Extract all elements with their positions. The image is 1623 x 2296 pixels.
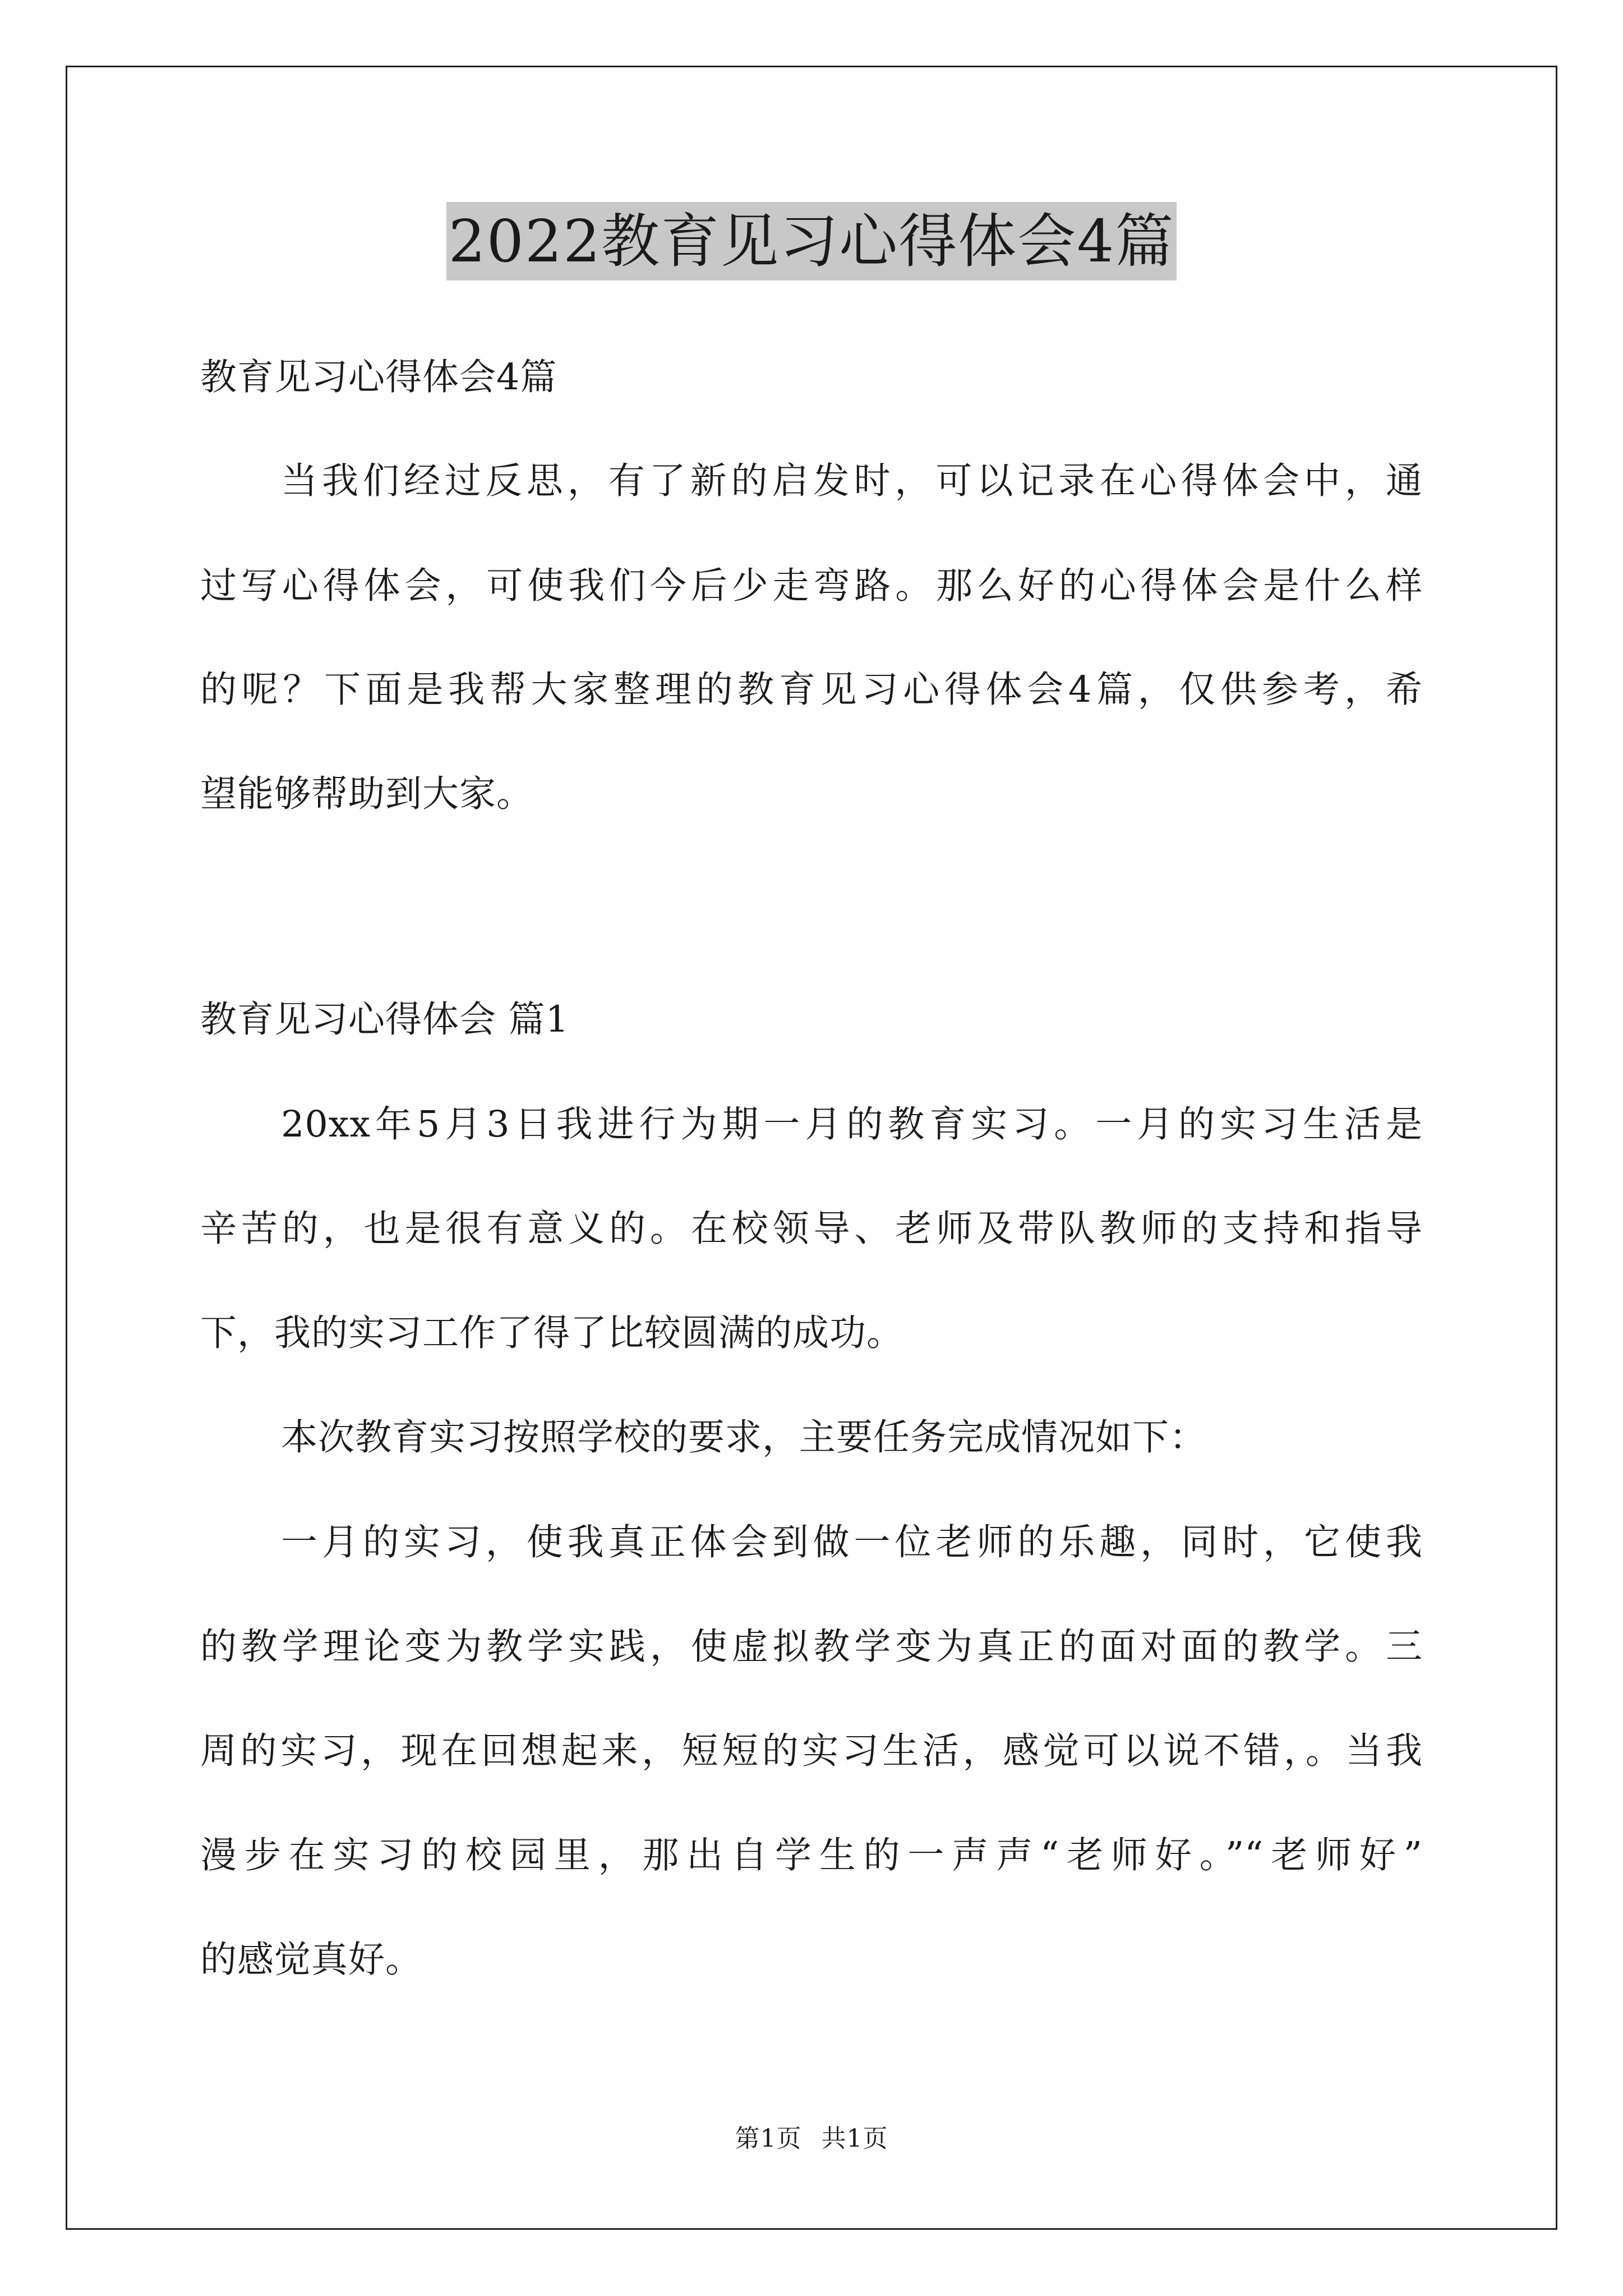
section-heading: 教育见习心得体会 篇1 (200, 999, 570, 1041)
page-total: 共1页 (821, 2124, 888, 2153)
paragraph-line: 的感觉真好。 (200, 1939, 423, 1981)
paragraph-line: 辛苦的，也是很有意义的。在校领导、老师及带队教师的支持和指导 (200, 1208, 1423, 1250)
intro-line: 过写心得体会，可使我们今后少走弯路。那么好的心得体会是什么样 (200, 565, 1423, 607)
title-container (0, 202, 1623, 280)
intro-line: 望能够帮助到大家。 (200, 773, 534, 815)
page-footer (0, 2123, 1623, 2155)
page-number: 第1页 (735, 2124, 802, 2153)
paragraph-line: 周的实习，现在回想起来，短短的实习生活，感觉可以说不错，。当我 (200, 1730, 1423, 1772)
paragraph-line: 一月的实习，使我真正体会到做一位老师的乐趣，同时，它使我 (281, 1521, 1423, 1563)
paragraph-line: 20xx年5月3日我进行为期一月的教育实习。一月的实习生活是 (281, 1103, 1423, 1145)
paragraph-line: 下，我的实习工作了得了比较圆满的成功。 (200, 1312, 904, 1354)
document-title: 2022教育见习心得体会4篇 (446, 202, 1177, 280)
subtitle: 教育见习心得体会4篇 (200, 356, 557, 398)
intro-line: 当我们经过反思，有了新的启发时，可以记录在心得体会中，通 (281, 460, 1423, 502)
paragraph-line: 本次教育实习按照学校的要求，主要任务完成情况如下： (281, 1416, 1207, 1458)
paragraph-line: 漫步在实习的校园里，那出自学生的一声声“老师好。”“老师好” (200, 1834, 1423, 1876)
intro-line: 的呢？下面是我帮大家整理的教育见习心得体会4篇，仅供参考，希 (200, 669, 1423, 711)
paragraph-line: 的教学理论变为教学实践，使虚拟教学变为真正的面对面的教学。三 (200, 1626, 1423, 1668)
